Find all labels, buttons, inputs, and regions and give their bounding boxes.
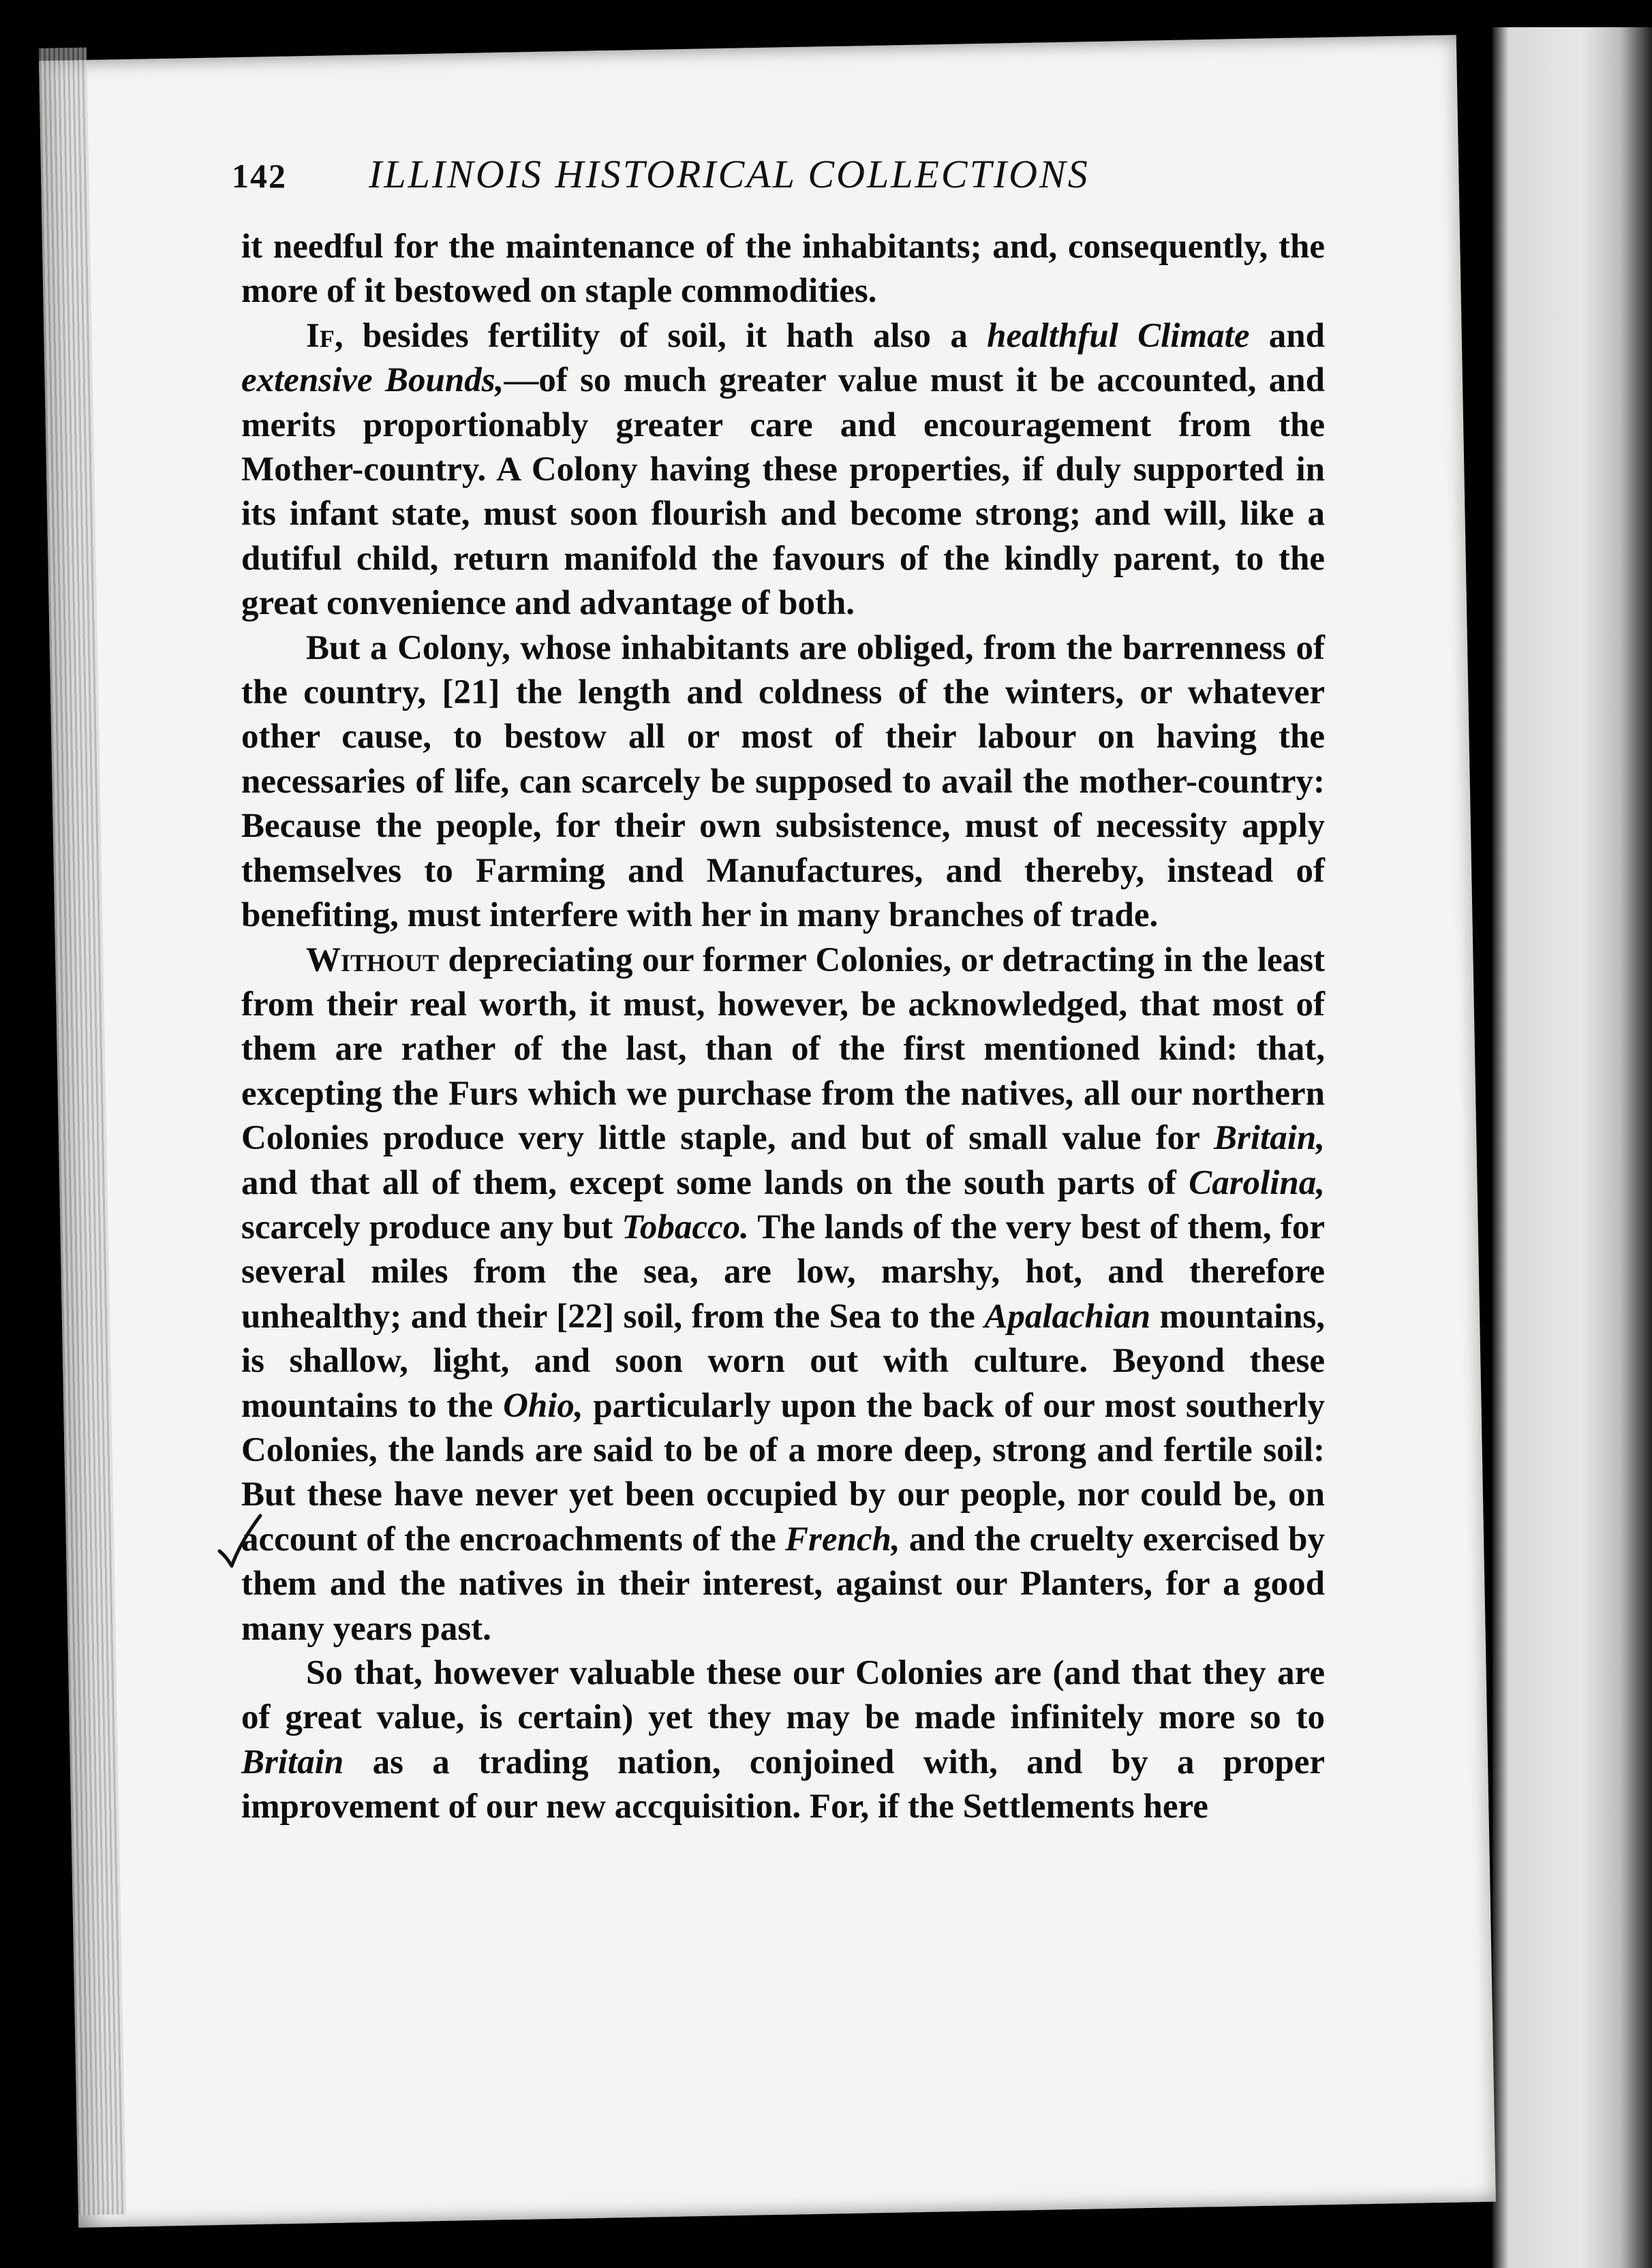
paragraph-2-italic-b: extensive Bounds, <box>241 361 504 400</box>
paragraph-4-italic-a: Britain, <box>1214 1119 1325 1158</box>
paragraph-5-text-a: So that, however valuable these our Colonies are (and that they are of great value, is certain) yet they may be made infinitely more so to <box>241 1654 1325 1737</box>
paragraph-1 <box>241 225 1325 314</box>
paragraph-3 <box>241 626 1325 938</box>
paragraph-4 <box>241 938 1325 1652</box>
paragraph-3-text: But a Colony, whose inhabitants are obliged, from the barrenness of the country, [21] the length and coldness of the winters, or whatever other cause, to bestow all or most of their labour on having the necessaries of life, can scarcely be supposed to avail the mother-country: Because the people, for their own subsistence, must of necessity apply themselves to Farming and Manufactures, and thereby, instead of benefiting, must interfere with her in many branches of trade. <box>241 628 1325 935</box>
paragraph-2 <box>241 314 1325 626</box>
paragraph-4-italic-d: Apalachian <box>984 1297 1151 1336</box>
paragraph-1-text: it needful for the maintenance of the inhabitants; and, consequently, the more of it bestowed on staple commodities. <box>241 228 1325 311</box>
paragraph-2-italic-a: healthful Climate <box>987 316 1250 355</box>
paragraph-5-italic-a: Britain <box>241 1743 344 1781</box>
paragraph-2-text-c: —of so much greater value must it be accounted, and merits proportionably greater care and encouragement from the Mother-country. A Colony having these properties, if duly supported in its infant state, must soon flourish and become strong; and will, like a dutiful child, return manifold the favours of the kindly parent, to the great convenience and advantage of both. <box>241 361 1325 623</box>
paragraph-4-italic-c: Tobacco. <box>622 1208 749 1246</box>
paragraph-4-lead: Without <box>306 940 440 979</box>
handwritten-checkmark-icon <box>217 1512 264 1573</box>
running-title: ILLINOIS HISTORICAL COLLECTIONS <box>369 152 1090 196</box>
paragraph-4-text-f: particularly upon the back of our most southerly Colonies, the lands are said to be of a more deep, strong and fertile soil: But these have never yet been occupied by our people, nor could be, on account of the encroachments of the <box>241 1386 1325 1559</box>
running-head <box>232 151 1254 197</box>
paragraph-4-text-c: scarcely produce any but <box>241 1208 622 1246</box>
paragraph-2-text-b: and <box>1249 316 1325 355</box>
paragraph-4-text-a: depreciating our former Colonies, or detracting in the least from their real worth, it must, however, be acknowledged, that most of them are rather of the last, than of the first mentioned kind: that, excepting the Furs which we purchase from the natives, all our northern Colonies produce very little staple, and but of small value for <box>241 940 1325 1158</box>
paragraph-4-text-d: The lands of the very best of them, for several miles from the sea, are low, marshy, hot, and therefore unhealthy; and their [22] soil, from the Sea to the <box>241 1208 1326 1336</box>
paragraph-4-italic-e: Ohio, <box>503 1386 583 1425</box>
paragraph-2-lead: If <box>306 316 335 355</box>
paragraph-4-italic-f: French, <box>785 1520 900 1559</box>
paragraph-4-text-g: and the cruelty exercised by them and the natives in their interest, against our Planters, for a good many years past. <box>241 1520 1325 1648</box>
adjacent-page-edge <box>1493 27 1652 2268</box>
paragraph-2-text-a: , besides fertility of soil, it hath also a <box>334 316 988 355</box>
paragraph-4-italic-b: Carolina, <box>1189 1163 1325 1202</box>
page-number: 142 <box>232 157 287 195</box>
body-text <box>241 225 1325 1830</box>
paragraph-5-text-b: as a trading nation, conjoined with, and by a proper improvement of our new accquisition. For, if the Settlements here <box>241 1743 1325 1826</box>
paragraph-4-text-e: mountains, is shallow, light, and soon worn out with culture. Beyond these mountains to the <box>241 1297 1326 1425</box>
paragraph-4-text-b: and that all of them, except some lands on the south parts of <box>241 1163 1189 1202</box>
paragraph-5 <box>241 1651 1325 1830</box>
